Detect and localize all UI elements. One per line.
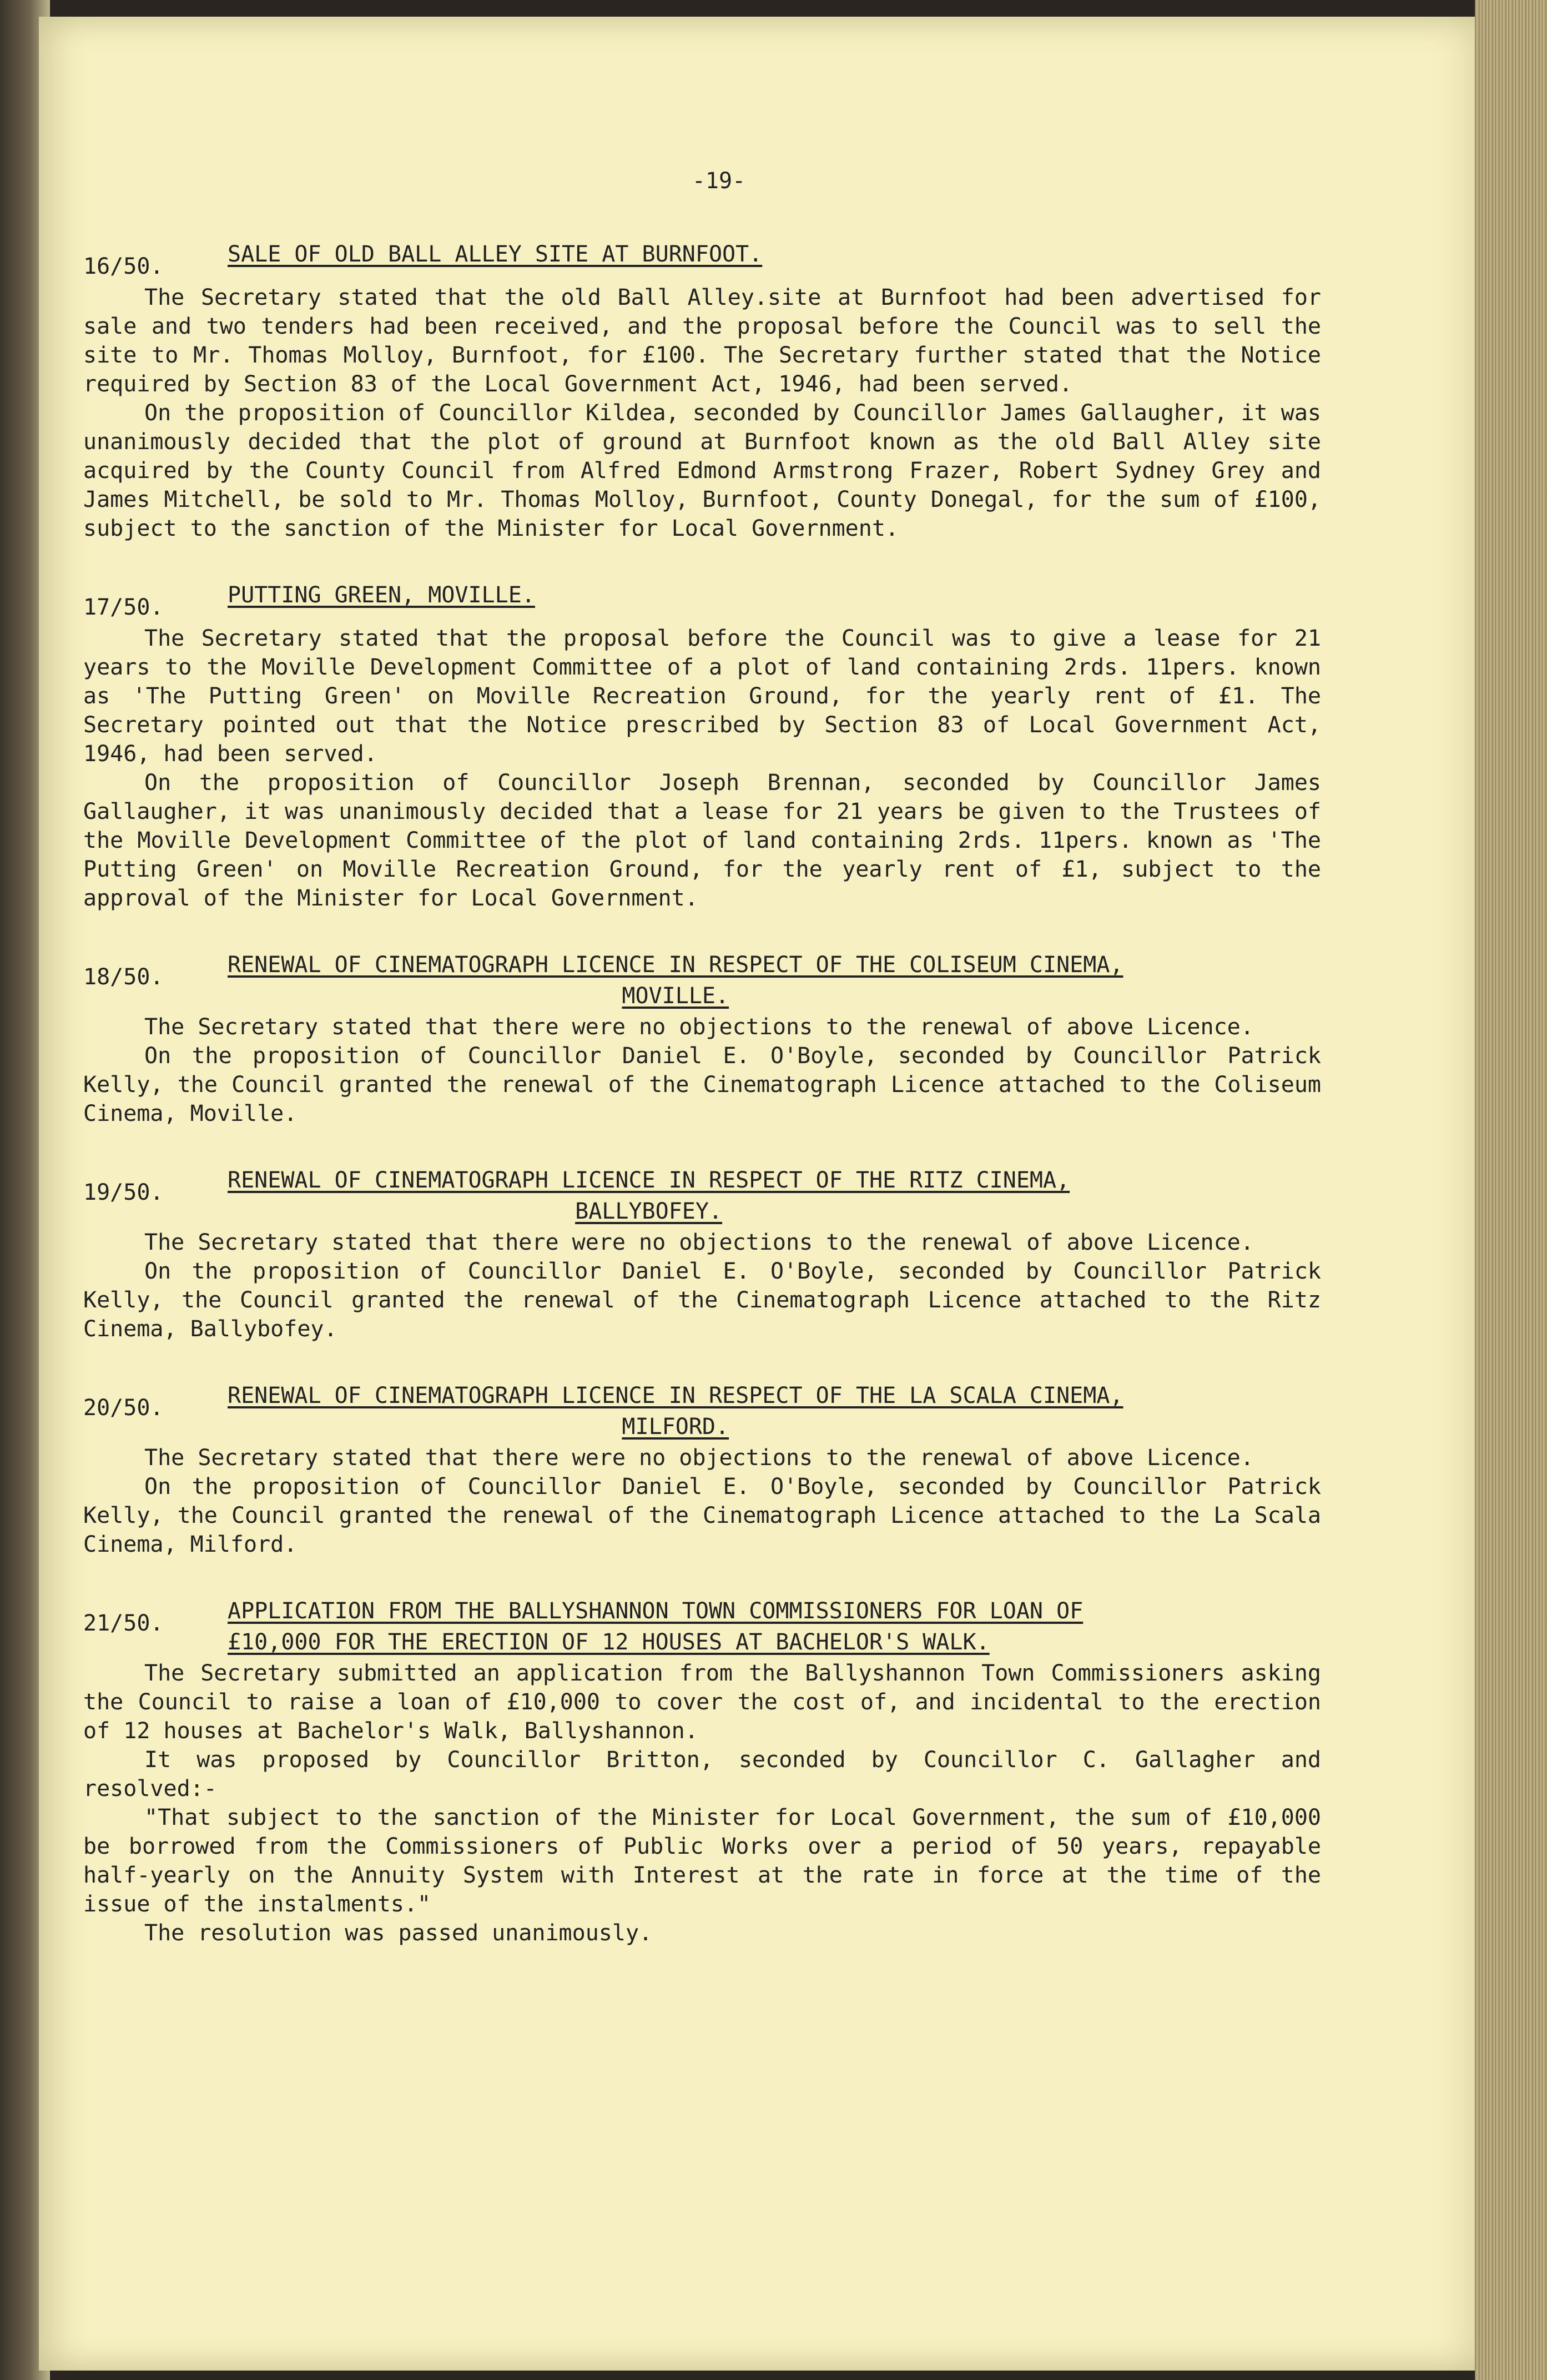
item-number: 21/50. xyxy=(83,1611,164,1636)
minutes-content xyxy=(83,167,1321,1985)
item-title-block xyxy=(228,950,1123,1010)
item-heading xyxy=(83,240,1321,281)
item-title-line2: £10,000 FOR THE ERECTION OF 12 HOUSES AT BACHELOR'S WALK. xyxy=(228,1629,990,1655)
minute-item xyxy=(83,1381,1321,1559)
item-number: 16/50. xyxy=(83,254,164,279)
item-number: 18/50. xyxy=(83,964,164,990)
paragraph: On the proposition of Councillor Daniel E. O'Boyle, seconded by Councillor Patrick Kelly, the Council granted the renewal of the Cinematograph Licence attached to the Ritz Cinema, Ballybofey. xyxy=(83,1259,1321,1342)
paragraph: On the proposition of Councillor Kildea, seconded by Councillor James Gallaugher, it was unanimously decided that the plot of ground at Burnfoot known as the old Ball Alley site acquired by the County Council from Alfred Edmond Armstrong Frazer, Robert Sydney Grey and James Mitchell, be sold to Mr. Thomas Molloy, Burnfoot, County Donegal, for the sum of £100, subject to the sanction of the Minister for Local Government. xyxy=(83,400,1321,541)
resolution-quote: "That subject to the sanction of the Minister for Local Government, the sum of £10,000 be borrowed from the Commissioners of Public Works over a period of 50 years, repayable half-yearly on the Annuity System with Interest at the rate in force at the time of the issue of the instalments." xyxy=(83,1805,1321,1917)
page-number: -19- xyxy=(692,168,746,194)
minute-item xyxy=(83,1166,1321,1344)
minute-item xyxy=(83,240,1321,543)
paragraph: It was proposed by Councillor Britton, seconded by Councillor C. Gallagher and resolved:- xyxy=(83,1747,1321,1802)
item-number: 17/50. xyxy=(83,595,164,620)
paragraph: The resolution was passed unanimously. xyxy=(144,1920,653,1946)
item-title: PUTTING GREEN, MOVILLE. xyxy=(228,582,535,608)
item-title-block xyxy=(228,1381,1123,1441)
paragraph: On the proposition of Councillor Daniel E. O'Boyle, seconded by Councillor Patrick Kelly, the Council granted the renewal of the Cinematograph Licence attached to the Coliseum Cinema, Moville. xyxy=(83,1043,1321,1126)
item-title-block xyxy=(228,1166,1070,1226)
paragraph: The Secretary stated that there were no objections to the renewal of above Licence. xyxy=(144,1014,1254,1040)
item-number: 20/50. xyxy=(83,1395,164,1421)
paragraph: On the proposition of Councillor Daniel E. O'Boyle, seconded by Councillor Patrick Kelly, the Council granted the renewal of the Cinematograph Licence attached to the La Scala Cinema, Milford. xyxy=(83,1474,1321,1557)
item-title: SALE OF OLD BALL ALLEY SITE AT BURNFOOT. xyxy=(228,241,763,267)
item-title-line2: BALLYBOFEY. xyxy=(575,1199,723,1224)
item-title: APPLICATION FROM THE BALLYSHANNON TOWN COMMISSIONERS FOR LOAN OF xyxy=(228,1598,1084,1624)
item-heading xyxy=(83,1597,1321,1657)
item-number: 19/50. xyxy=(83,1180,164,1205)
page-edge xyxy=(1475,0,1547,2380)
item-title: RENEWAL OF CINEMATOGRAPH LICENCE IN RESPECT OF THE LA SCALA CINEMA, xyxy=(228,1383,1123,1408)
paragraph: The Secretary stated that there were no objections to the renewal of above Licence. xyxy=(144,1445,1254,1471)
item-heading xyxy=(83,950,1321,1010)
item-heading xyxy=(83,1166,1321,1226)
minute-item xyxy=(83,1597,1321,1948)
item-title: RENEWAL OF CINEMATOGRAPH LICENCE IN RESPECT OF THE RITZ CINEMA, xyxy=(228,1168,1070,1193)
minute-item xyxy=(83,950,1321,1128)
item-heading xyxy=(83,1381,1321,1441)
paragraph: On the proposition of Councillor Joseph Brennan, seconded by Councillor James Gallaugher, it was unanimously decided that a lease for 21 years be given to the Trustees of the Moville Development Committee of the plot of land containing 2rds. 11pers. known as 'The Putting Green' on Moville Recreation Ground, for the yearly rent of £1, subject to the approval of the Minister for Local Government. xyxy=(83,770,1321,911)
minute-item xyxy=(83,581,1321,913)
paragraph: The Secretary stated that the old Ball Alley.site at Burnfoot had been advertised for sale and two tenders had been received, and the proposal before the Council was to sell the site to Mr. Thomas Molloy, Burnfoot, for £100. The Secretary further stated that the Notice required by Section 83 of the Local Government Act, 1946, had been served. xyxy=(83,285,1321,397)
item-title-block xyxy=(228,1597,1083,1657)
item-title: RENEWAL OF CINEMATOGRAPH LICENCE IN RESPECT OF THE COLISEUM CINEMA, xyxy=(228,952,1123,978)
item-heading xyxy=(83,581,1321,622)
item-title-line2: MOVILLE. xyxy=(622,983,729,1009)
paragraph: The Secretary submitted an application from the Ballyshannon Town Commissioners asking the Council to raise a loan of £10,000 to cover the cost of, and incidental to the erection of 12 houses at Bachelor's Walk, Ballyshannon. xyxy=(83,1661,1321,1744)
paragraph: The Secretary stated that the proposal before the Council was to give a lease for 21 years to the Moville Development Committee of a plot of land containing 2rds. 11pers. known as 'The Putting Green' on Moville Recreation Ground, for the yearly rent of £1. The Secretary pointed out that the Notice prescribed by Section 83 of Local Government Act, 1946, had been served. xyxy=(83,626,1321,767)
item-title-line2: MILFORD. xyxy=(622,1414,729,1440)
paragraph: The Secretary stated that there were no objections to the renewal of above Licence. xyxy=(144,1230,1254,1255)
